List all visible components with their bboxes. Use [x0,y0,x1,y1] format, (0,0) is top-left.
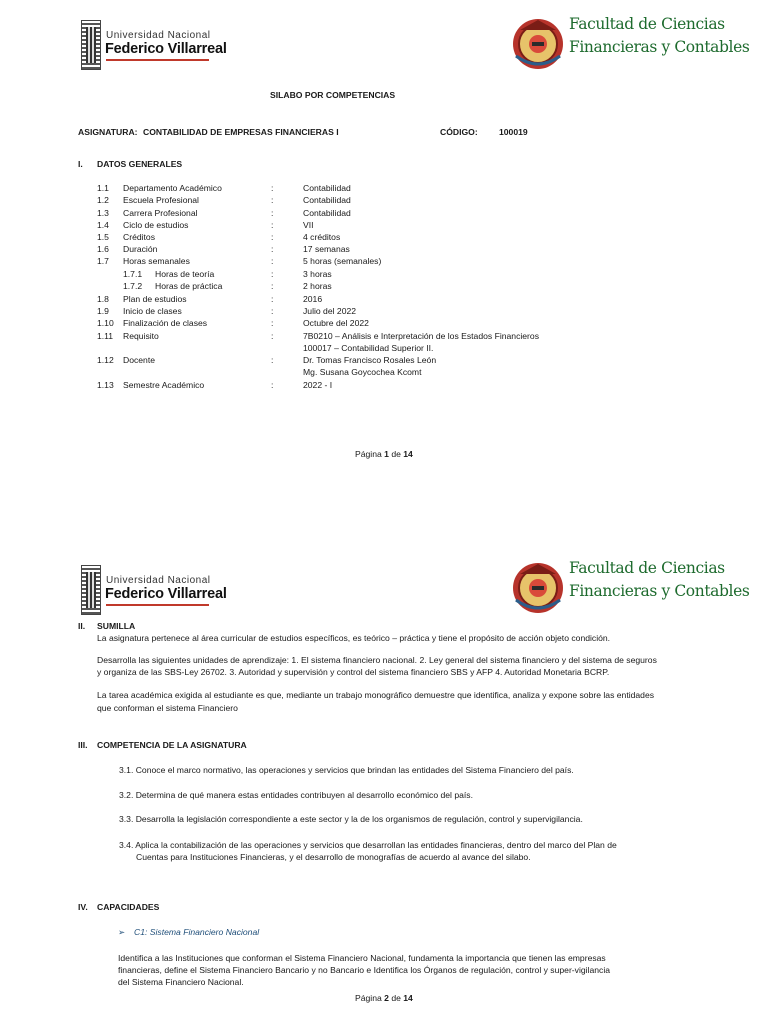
asignatura-value: CONTABILIDAD DE EMPRESAS FINANCIERAS I [143,127,339,137]
row-number: 1.7.2 [123,281,143,291]
section-4-number: IV. [78,902,88,912]
row-colon: : [271,208,274,218]
codigo-value: 100019 [499,127,528,137]
university-name-line1: Universidad Nacional [106,30,211,41]
document-title: SILABO POR COMPETENCIAS [270,90,396,100]
section-1-number: I. [78,159,83,169]
row-colon: : [271,355,274,365]
row-label: Requisito [123,331,159,341]
university-crest-icon [81,20,101,70]
row-label: Escuela Profesional [123,195,199,205]
section-2-title: SUMILLA [97,621,136,631]
section-1-title: DATOS GENERALES [97,159,183,169]
row-value-continued: Mg. Susana Goycochea Kcomt [303,367,422,377]
row-colon: : [271,380,274,390]
row-label: Créditos [123,232,155,242]
row-label: Plan de estudios [123,294,187,304]
footer-de: de [391,993,401,1003]
row-label: Docente [123,355,156,365]
codigo-label: CÓDIGO: [440,127,478,137]
university-name-line1: Universidad Nacional [106,575,211,586]
row-colon: : [271,244,274,254]
row-value: Contabilidad [303,195,351,205]
footer-prefix: Página [355,993,382,1003]
university-crest-icon [81,565,101,615]
faculty-emblem-icon [510,16,566,70]
row-number: 1.7 [97,256,109,266]
row-number: 1.5 [97,232,109,242]
sumilla-paragraph-3-line1: La tarea académica exigida al estudiante es que, mediante un trabajo monográfico demuestre que identifica, analiza y expone sobre las entidades [97,690,655,700]
row-number: 1.4 [97,220,109,230]
faculty-logo [510,558,750,618]
row-label: Semestre Académico [123,380,205,390]
row-colon: : [271,256,274,266]
row-number: 1.9 [97,306,109,316]
row-number: 1.1 [97,183,109,193]
page-footer [355,449,413,459]
faculty-logo [510,14,750,74]
section-4-title: CAPACIDADES [97,902,160,912]
competencia-item: 3.2. Determina de qué manera estas entidades contribuyen al desarrollo económico del país. [119,790,473,800]
row-label: Departamento Académico [123,183,222,193]
footer-total-pages: 14 [403,993,413,1003]
row-number: 1.2 [97,195,109,205]
row-label: Duración [123,244,158,254]
footer-page-number: 2 [384,993,389,1003]
row-number: 1.10 [97,318,114,328]
row-value: 4 créditos [303,232,341,242]
footer-page-number: 1 [384,449,389,459]
university-underline [106,59,209,61]
faculty-name-line1: Facultad de Ciencias [569,559,725,577]
row-value: Dr. Tomas Francisco Rosales León [303,355,437,365]
capacidad-c1-text-line2: financieras, define el Sistema Financiero Bancario y no Bancario e Identifica los Órganos de regulación, control y super-vigilancia [118,965,611,975]
competencia-item: 3.1. Conoce el marco normativo, las operaciones y servicios que brindan las entidades del Sistema Financiero del país. [119,765,574,775]
university-name-line2: Federico Villarreal [105,586,227,602]
university-name-line2: Federico Villarreal [105,41,227,57]
row-number: 1.3 [97,208,109,218]
sumilla-paragraph-1: La asignatura pertenece al área curricular de estudios específicos, es teórico – práctica y tiene el propósito de acción objeto condición. [97,633,611,643]
capacidad-c1-text-line1: Identifica a las Instituciones que conforman el Sistema Financiero Nacional, fundamenta la importancia que tienen las empresas [118,953,606,963]
row-colon: : [271,294,274,304]
row-value: 2 horas [303,281,332,291]
sumilla-paragraph-2-line1: Desarrolla las siguientes unidades de aprendizaje: 1. El sistema financiero nacional. 2. Ley general del sistema financiero y del sistema de seguros [97,655,657,665]
footer-prefix: Página [355,449,382,459]
section-3-number: III. [78,740,88,750]
row-colon: : [271,318,274,328]
row-colon: : [271,183,274,193]
row-value: 7B0210 – Análisis e Interpretación de los Estados Financieros [303,331,539,341]
row-label: Horas de teoría [155,269,215,279]
faculty-name-line2: Financieras y Contables [569,38,750,56]
row-value: Julio del 2022 [303,306,357,316]
row-value-continued: 100017 – Contabilidad Superior II. [303,343,434,353]
section-2-number: II. [78,621,86,631]
footer-de: de [391,449,401,459]
row-value: 17 semanas [303,244,350,254]
competencia-item-4-line1: 3.4. Aplica la contabilización de las operaciones y servicios que desarrollan las entidades financieras, dentro del marco del Plan de [119,840,617,850]
row-value: Contabilidad [303,183,351,193]
row-label: Ciclo de estudios [123,220,189,230]
row-value: Octubre del 2022 [303,318,369,328]
row-number: 1.13 [97,380,114,390]
bullet-arrow-icon: ➢ [118,927,126,937]
section-3-title: COMPETENCIA DE LA ASIGNATURA [97,740,247,750]
capacidad-c1-text-line3: del Sistema Financiero Nacional. [118,977,244,987]
row-label: Finalización de clases [123,318,208,328]
university-logo [81,20,227,72]
row-label: Carrera Profesional [123,208,198,218]
competencia-item-4-line2: Cuentas para Instituciones Financieras, y el desarrollo de monografías de acuerdo al avance del silabo. [136,852,531,862]
row-colon: : [271,232,274,242]
row-value: 5 horas (semanales) [303,256,382,266]
row-value: 2016 [303,294,323,304]
row-number: 1.11 [97,331,114,341]
row-value: VII [303,220,314,230]
row-colon: : [271,281,274,291]
page-footer [355,993,413,1003]
row-colon: : [271,331,274,341]
faculty-emblem-icon [510,560,566,614]
asignatura-label: ASIGNATURA: [78,127,138,137]
row-colon: : [271,195,274,205]
sumilla-paragraph-2-line2: y organiza de las SBS-Ley 26702. 3. Autoridad y supervisión y control del sistema financiero SBS y AFP 4. Autoridad Monetaria BCRP. [97,667,610,677]
row-label: Inicio de clases [123,306,182,316]
row-value: Contabilidad [303,208,351,218]
row-colon: : [271,269,274,279]
row-colon: : [271,220,274,230]
row-number: 1.6 [97,244,109,254]
row-number: 1.8 [97,294,109,304]
university-logo [81,565,227,617]
row-value: 3 horas [303,269,332,279]
capacidad-c1-title: C1: Sistema Financiero Nacional [134,927,260,937]
faculty-name-line1: Facultad de Ciencias [569,15,725,33]
row-label: Horas semanales [123,256,190,266]
row-number: 1.7.1 [123,269,143,279]
row-value: 2022 - I [303,380,333,390]
university-underline [106,604,209,606]
competencia-item: 3.3. Desarrolla la legislación correspondiente a este sector y la de los organismos de regulación, control y supervigilancia. [119,814,583,824]
sumilla-paragraph-3-line2: que conforman el sistema Financiero [97,703,238,713]
footer-total-pages: 14 [403,449,413,459]
row-colon: : [271,306,274,316]
faculty-name-line2: Financieras y Contables [569,582,750,600]
row-number: 1.12 [97,355,114,365]
row-label: Horas de práctica [155,281,223,291]
